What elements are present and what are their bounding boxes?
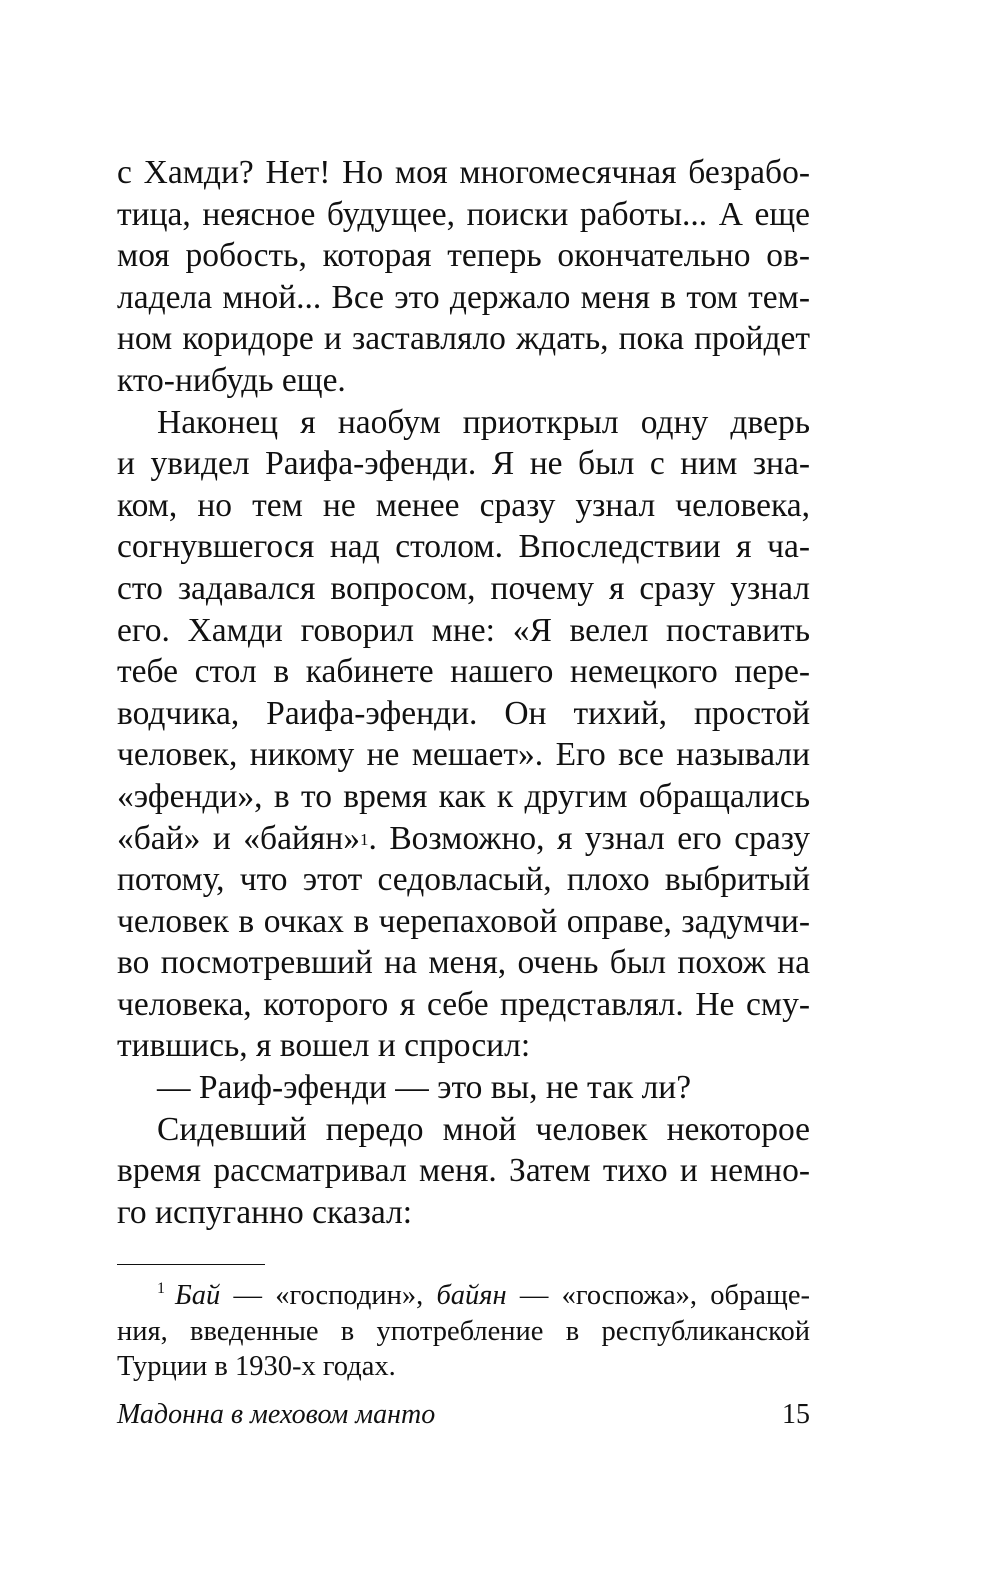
text-line: и увидел Раифа-эфенди. Я не был с ним зна-	[117, 445, 810, 483]
footnote-term: байян	[436, 1280, 507, 1311]
text-line: согнувшегося над столом. Впоследствии я ча-	[117, 528, 810, 566]
footnote-term: Бай	[175, 1280, 221, 1311]
text-line: его. Хамди говорил мне: «Я велел поставить	[117, 611, 810, 649]
text-line: время рассматривал меня. Затем тихо и немно-	[117, 1152, 810, 1190]
text-line: моя робость, которая теперь окончательно ов-	[117, 237, 810, 275]
text-line: ком, но тем не менее сразу узнал человека,	[117, 486, 810, 524]
text-line: с Хамди? Нет! Но моя многомесячная безрабо-	[117, 154, 810, 191]
text-line: кто-нибудь еще.	[117, 361, 346, 399]
text-line: ном коридоре и заставляло ждать, пока пройдет	[117, 320, 810, 358]
footnote-text: — «господин»,	[220, 1280, 437, 1311]
page-number: 15	[782, 1399, 810, 1430]
text-line: тебе стол в кабинете нашего немецкого пере-	[117, 653, 810, 691]
text-segment: «бай» и «байян»	[117, 819, 360, 857]
text-segment: . Возможно, я узнал его сразу	[368, 819, 810, 857]
footnote	[117, 1278, 810, 1385]
text-line: во посмотревший на меня, очень был похож на	[117, 944, 810, 982]
text-line: — Раиф-эфенди — это вы, не так ли?	[157, 1069, 692, 1107]
text-line: тившись, я вошел и спросил:	[117, 1027, 531, 1065]
text-line	[117, 818, 810, 860]
text-line: го испуганно сказал:	[117, 1193, 413, 1231]
page-body	[117, 152, 810, 1233]
text-line: водчика, Раифа-эфенди. Он тихий, простой	[117, 694, 810, 732]
footnote-line	[117, 1278, 810, 1314]
footnote-reference[interactable]: 1	[359, 829, 369, 849]
text-line: сто задавался вопросом, почему я сразу узнал	[117, 569, 810, 607]
footnote-text: — «госпожа», обраще-	[506, 1280, 810, 1311]
text-line: Сидевший передо мной человек некоторое	[157, 1110, 810, 1148]
body-text	[117, 152, 810, 1233]
footnote-line: ния, введенные в употребление в республиканской	[117, 1315, 810, 1347]
text-line: потому, что этот седовласый, плохо выбритый	[117, 861, 810, 899]
text-line: тица, неясное будущее, поиски работы... А еще	[117, 195, 810, 233]
text-line: Наконец я наобум приоткрыл одну дверь	[157, 403, 810, 441]
footnote-line: Турции в 1930-х годах.	[117, 1351, 396, 1382]
footnote-mark: 1	[157, 1280, 165, 1297]
running-title: Мадонна в меховом манто	[117, 1399, 436, 1430]
text-line: человек в очках в черепаховой оправе, задумчи-	[117, 902, 810, 940]
text-line: «эфенди», в то время как к другим обращались	[117, 777, 810, 815]
text-line: человека, которого я себе представлял. Не сму-	[117, 985, 810, 1023]
text-line: ладела мной... Все это держало меня в том тем-	[117, 278, 810, 316]
text-line: человек, никому не мешает». Его все называли	[117, 736, 810, 774]
footnote-divider	[117, 1264, 265, 1265]
page-footer	[117, 1397, 810, 1437]
